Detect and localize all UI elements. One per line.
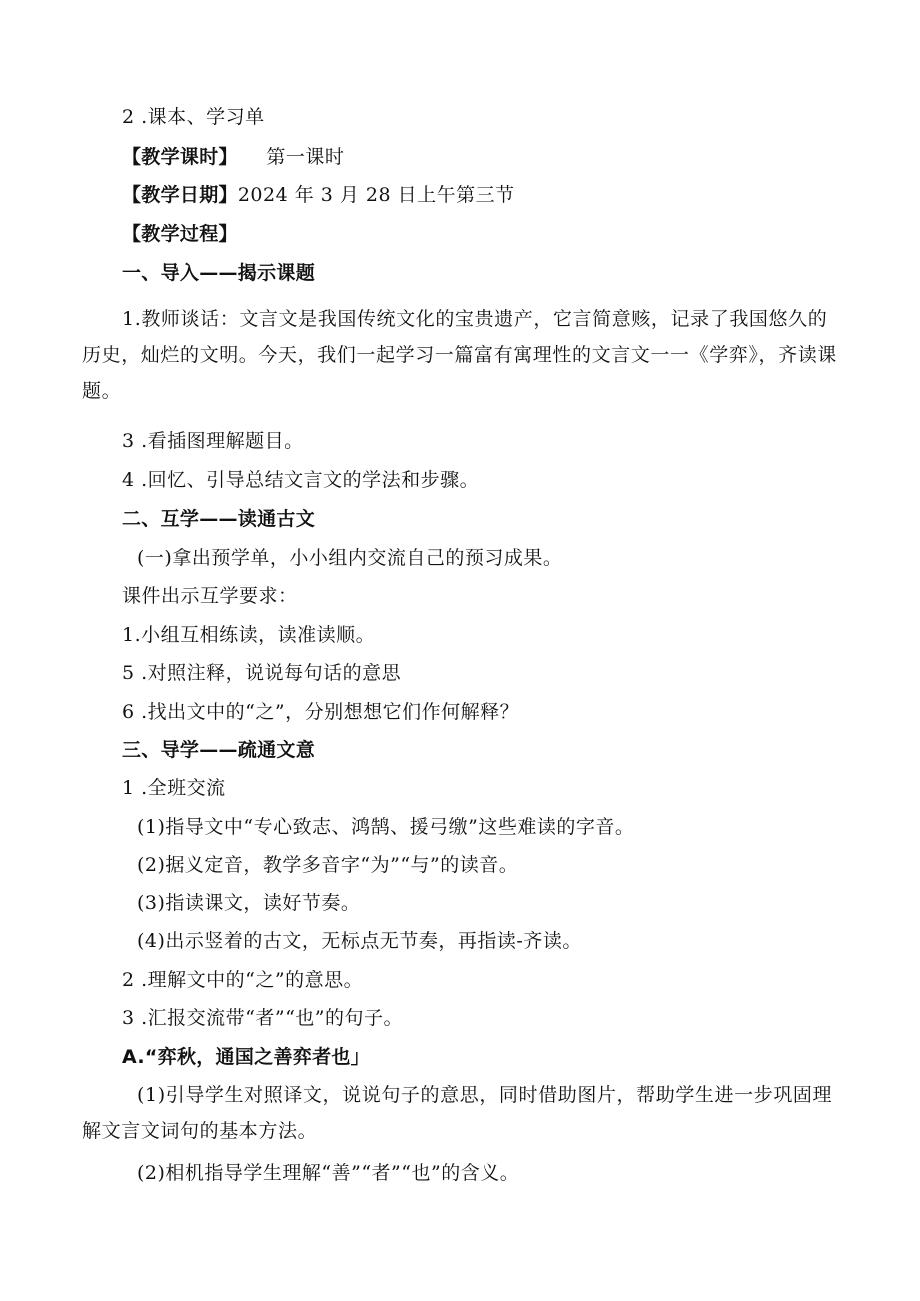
requirement-6-line: 6 .找出文中的“之”，分别想想它们作何解释？ xyxy=(122,701,520,723)
sub-item-final-line: (2)相机指导学生理解“善”“者”“也”的含义。 xyxy=(137,1162,520,1184)
understand-zhi-line: 2 .理解文中的“之”的意思。 xyxy=(122,969,364,991)
lesson-date-line xyxy=(122,183,515,207)
lesson-date-label: 【教学日期】 xyxy=(122,184,238,206)
sub-item-1-line: (1)指导文中“专心致志、鸿鹄、援弓缴”这些难读的字音。 xyxy=(137,816,635,838)
section-heading-2: 二、互学——读通古文 xyxy=(122,508,316,530)
materials-line: 2 .课本、学习单 xyxy=(122,106,265,128)
lesson-hours-line xyxy=(122,145,344,169)
section-heading-3: 三、导学——疏通文意 xyxy=(122,739,316,761)
requirement-1-line: 1.小组互相练读，读准读顺。 xyxy=(122,624,376,646)
requirement-5-line: 5 .对照注释，说说每句话的意思 xyxy=(122,662,402,684)
sub-item-3-line: (3)指读课文，读好节奏。 xyxy=(137,892,361,914)
sub-item-2-line: (2)据义定音，教学多音字“为”“与”的读音。 xyxy=(137,854,519,876)
lesson-date-value: 2024 年 3 月 28 日上午第三节 xyxy=(237,184,515,206)
lesson-hours-value: 第一课时 xyxy=(266,146,345,168)
teaching-process-heading: 【教学过程】 xyxy=(122,223,238,245)
step-3-line: 3 .看插图理解题目。 xyxy=(122,430,304,452)
class-exchange-line: 1 .全班交流 xyxy=(122,777,226,799)
sub-item-4-line: (4)出示竖着的古文，无标点无节奏，再指读-齐读。 xyxy=(137,930,582,952)
sentence-a-heading: A.“弈秋，通国之善弈者也」 xyxy=(122,1046,370,1068)
courseware-requirements-line: 课件出示互学要求： xyxy=(122,585,298,607)
step-4-line: 4 .回忆、引导总结文言文的学法和步骤。 xyxy=(122,469,480,491)
lesson-hours-label: 【教学课时】 xyxy=(122,146,238,168)
group-exchange-line: (一)拿出预学单，小小组内交流自己的预习成果。 xyxy=(137,547,563,569)
section-heading-1: 一、导入——揭示课题 xyxy=(122,262,316,284)
report-sentences-line: 3 .汇报交流带“者”“也”的句子。 xyxy=(122,1007,404,1029)
teacher-talk-paragraph: 1.教师谈话：文言文是我国传统文化的宝贵遗产，它言简意赅，记录了我国悠久的历史，灿烂的文明。今天，我们一起学习一篇富有寓理性的文言文一一《学弈》，齐读课题。 xyxy=(82,308,837,402)
guide-students-paragraph: (1)引导学生对照译文，说说句子的意思，同时借助图片，帮助学生进一步巩固理解文言文词句的基本方法。 xyxy=(82,1084,833,1142)
